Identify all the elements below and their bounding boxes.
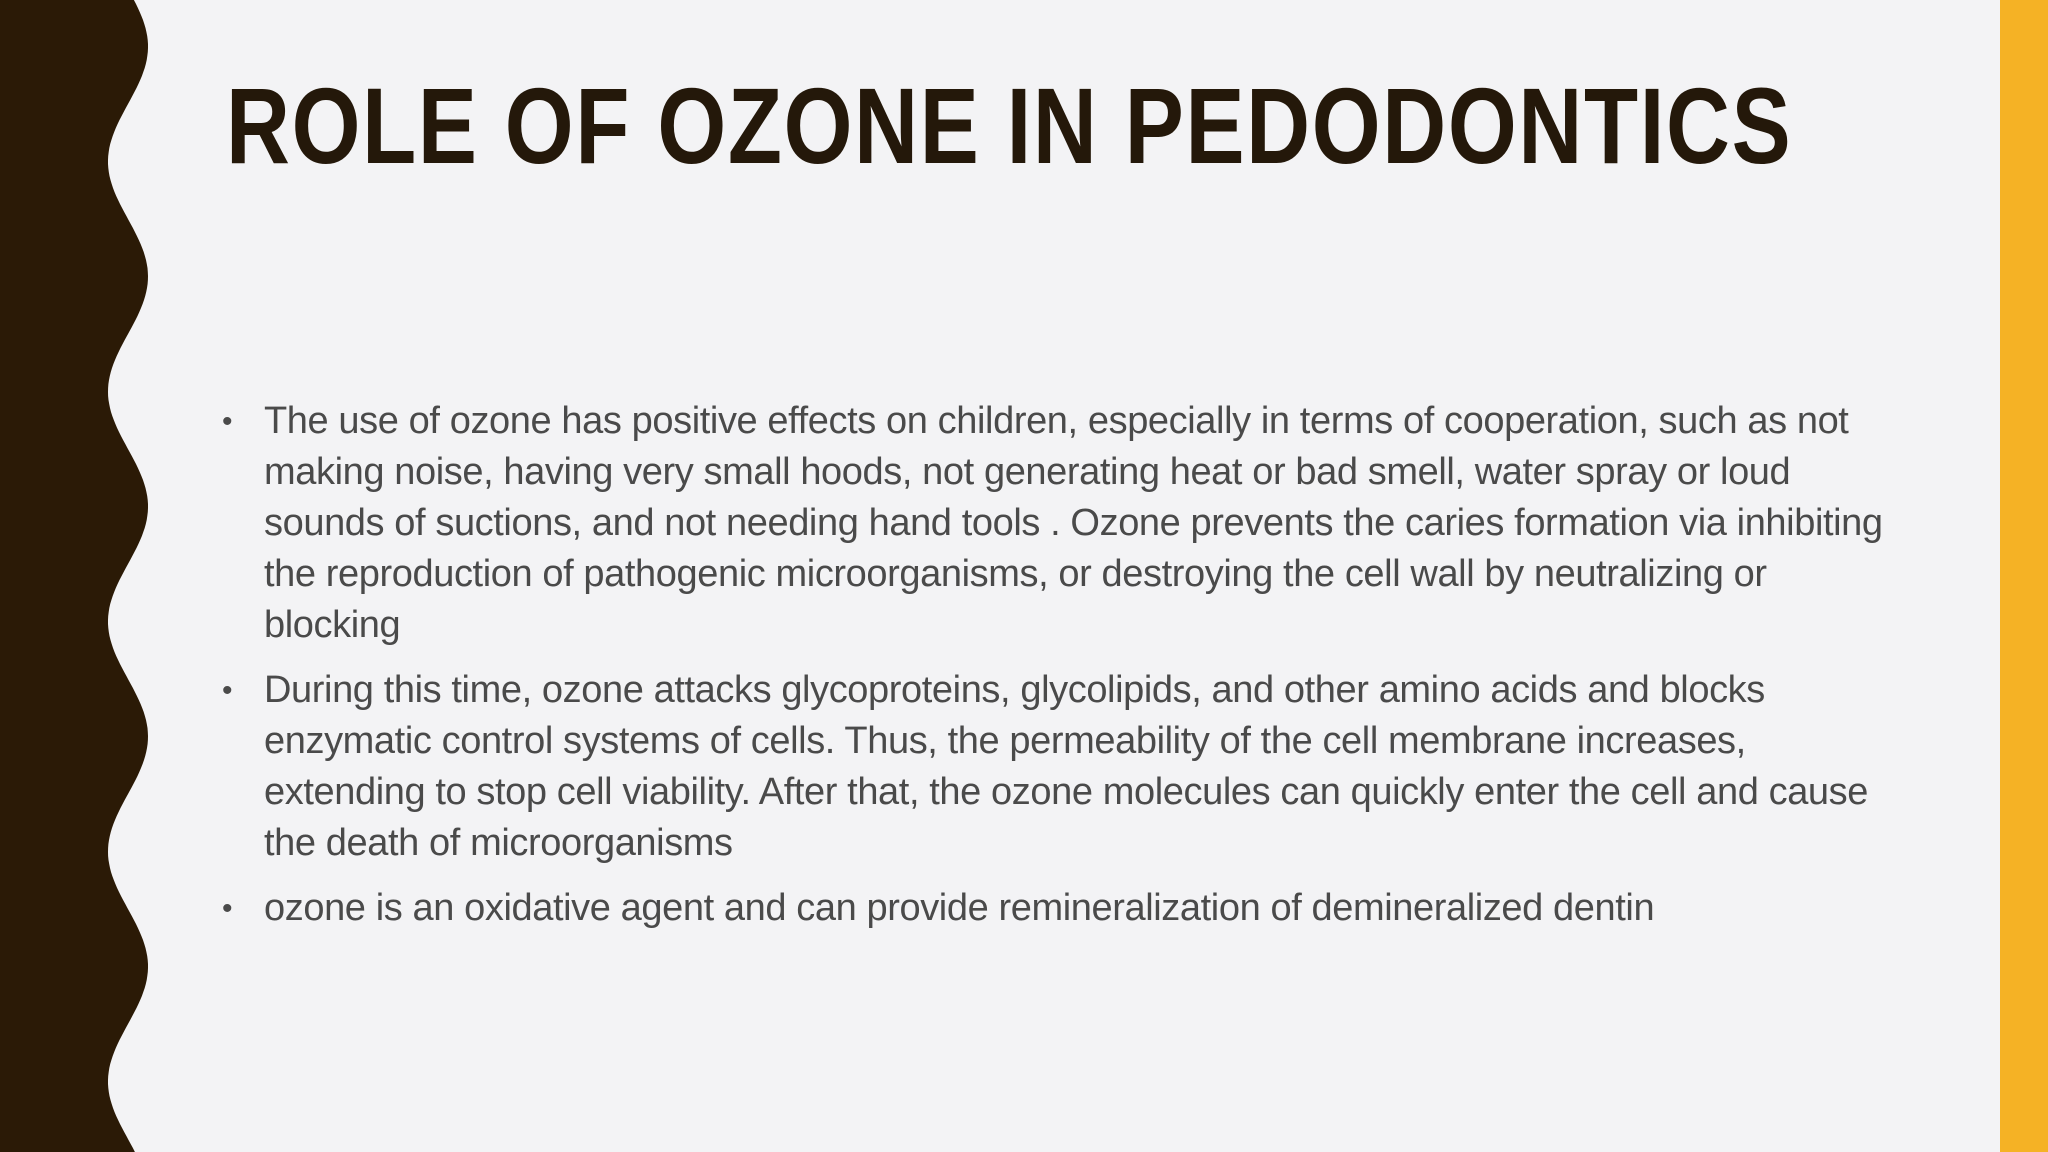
accent-bar bbox=[2000, 0, 2048, 1152]
wave-border-shape bbox=[0, 0, 148, 1152]
bullet-item bbox=[222, 665, 1892, 869]
bullet-text: ozone is an oxidative agent and can provide remineralization of demineralized dentin bbox=[264, 887, 1655, 929]
bullet-dot-icon: • bbox=[222, 892, 233, 925]
wave-border-decoration bbox=[0, 0, 160, 1152]
bullet-dot-icon: • bbox=[222, 674, 233, 707]
bullet-text: The use of ozone has positive effects on children, especially in terms of cooperation, such as not making noise, having very small hoods, not generating heat or bad smell, water spray or loud sounds of suctions, and not needing hand tools . Ozone prevents the caries formation via inhibiting the reproduction of pathogenic microorganisms, or destroying the cell wall by neutralizing or blocking bbox=[264, 400, 1883, 646]
slide-title: ROLE OF OZONE IN PEDODONTICS bbox=[226, 65, 1793, 186]
bullet-item bbox=[222, 396, 1892, 651]
bullet-dot-icon: • bbox=[222, 405, 233, 438]
bullet-item bbox=[222, 883, 1892, 934]
bullet-list bbox=[222, 396, 1892, 956]
bullet-text: During this time, ozone attacks glycoproteins, glycolipids, and other amino acids and blocks enzymatic control systems of cells. Thus, the permeability of the cell membrane increases, extending to stop cell viability. After that, the ozone molecules can quickly enter the cell and cause the death of microorganisms bbox=[264, 669, 1868, 864]
